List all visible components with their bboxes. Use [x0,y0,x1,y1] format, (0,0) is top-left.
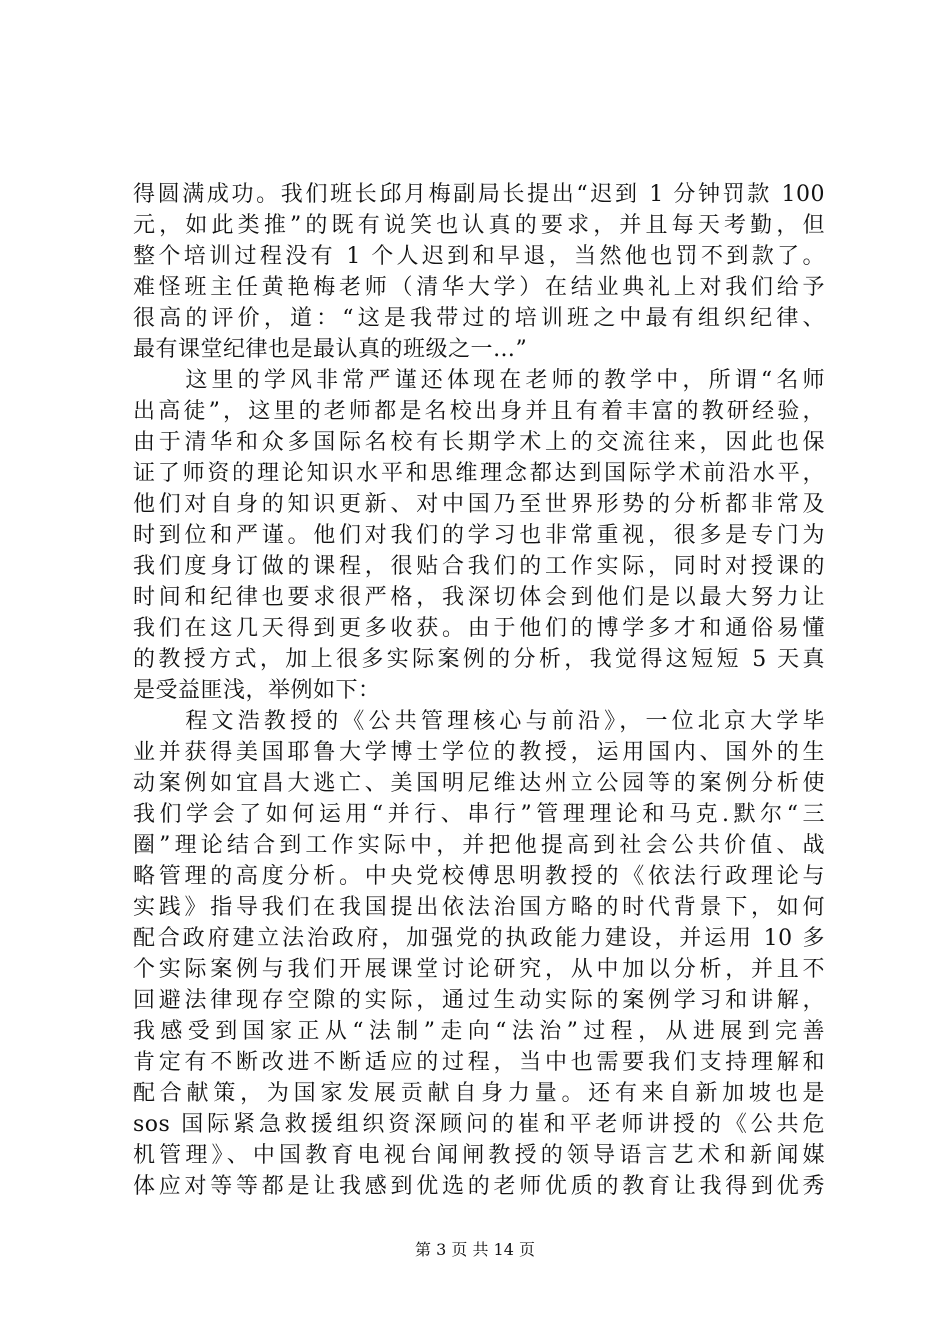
text-line: 圈”理论结合到工作实际中，并把他提高到社会公共价值、战 [133,833,825,858]
text-line: 时到位和严谨。他们对我们的学习也非常重视，很多是专门为 [133,523,825,548]
text-line: 肯定有不断改进不断适应的过程，当中也需要我们支持理解和 [133,1050,825,1075]
text-line: 业并获得美国耶鲁大学博士学位的教授，运用国内、国外的生 [133,740,825,765]
text-line: 体应对等等都是让我感到优选的老师优质的教育让我得到优秀 [133,1174,825,1199]
text-line: 他们对自身的知识更新、对中国乃至世界形势的分析都非常及 [133,492,825,517]
text-line: 我感受到国家正从“法制”走向“法治”过程，从进展到完善 [133,1019,825,1044]
text-line: 最有课堂纪律也是最认真的班级之一…” [133,337,528,362]
text-line: 时间和纪律也要求很严格，我深切体会到他们是以最大努力让 [133,585,825,610]
text-line: 略管理的高度分析。中央党校傅思明教授的《依法行政理论与 [133,864,825,889]
text-line: 出高徒”，这里的老师都是名校出身并且有着丰富的教研经验， [133,399,825,424]
text-line: sos 国际紧急救援组织资深顾问的崔和平老师讲授的《公共危 [133,1112,825,1137]
text-line: 动案例如宜昌大逃亡、美国明尼维达州立公园等的案例分析使 [133,771,825,796]
text-line: 个实际案例与我们开展课堂讨论研究，从中加以分析，并且不 [133,957,825,982]
text-line: 我们在这几天得到更多收获。由于他们的博学多才和通俗易懂 [133,616,825,641]
text-line: 机管理》、中国教育电视台闻闸教授的领导语言艺术和新闻媒 [133,1143,825,1168]
text-line: 我们度身订做的课程，很贴合我们的工作实际，同时对授课的 [133,554,825,579]
text-line: 由于清华和众多国际名校有长期学术上的交流往来，因此也保 [133,430,825,455]
text-line: 程文浩教授的《公共管理核心与前沿》，一位北京大学毕 [133,709,825,734]
text-line: 很高的评价，道：“这是我带过的培训班之中最有组织纪律、 [133,306,825,331]
page-number-footer: 第 3 页 共 14 页 [415,1240,535,1259]
text-line: 得圆满成功。我们班长邱月梅副局长提出“迟到 1 分钟罚款 100 [133,182,825,207]
text-line: 配合献策，为国家发展贡献自身力量。还有来自新加坡也是 [133,1081,825,1106]
text-line: 元，如此类推”的既有说笑也认真的要求，并且每天考勤，但 [133,213,825,238]
text-line: 整个培训过程没有 1 个人迟到和早退，当然他也罚不到款了。 [133,244,825,269]
text-line: 证了师资的理论知识水平和思维理念都达到国际学术前沿水平， [133,461,825,486]
text-line: 难怪班主任黄艳梅老师（清华大学）在结业典礼上对我们给予 [133,275,825,300]
text-line: 是受益匪浅，举例如下： [133,678,381,703]
text-line: 实践》指导我们在我国提出依法治国方略的时代背景下，如何 [133,895,825,920]
text-line: 配合政府建立法治政府，加强党的执政能力建设，并运用 10 多 [133,926,825,951]
text-line: 这里的学风非常严谨还体现在老师的教学中，所谓“名师 [133,368,825,393]
text-line: 回避法律现存空隙的实际，通过生动实际的案例学习和讲解， [133,988,825,1013]
text-line: 我们学会了如何运用“并行、串行”管理理论和马克.默尔“三 [133,802,825,827]
text-line: 的教授方式，加上很多实际案例的分析，我觉得这短短 5 天真 [133,647,825,672]
